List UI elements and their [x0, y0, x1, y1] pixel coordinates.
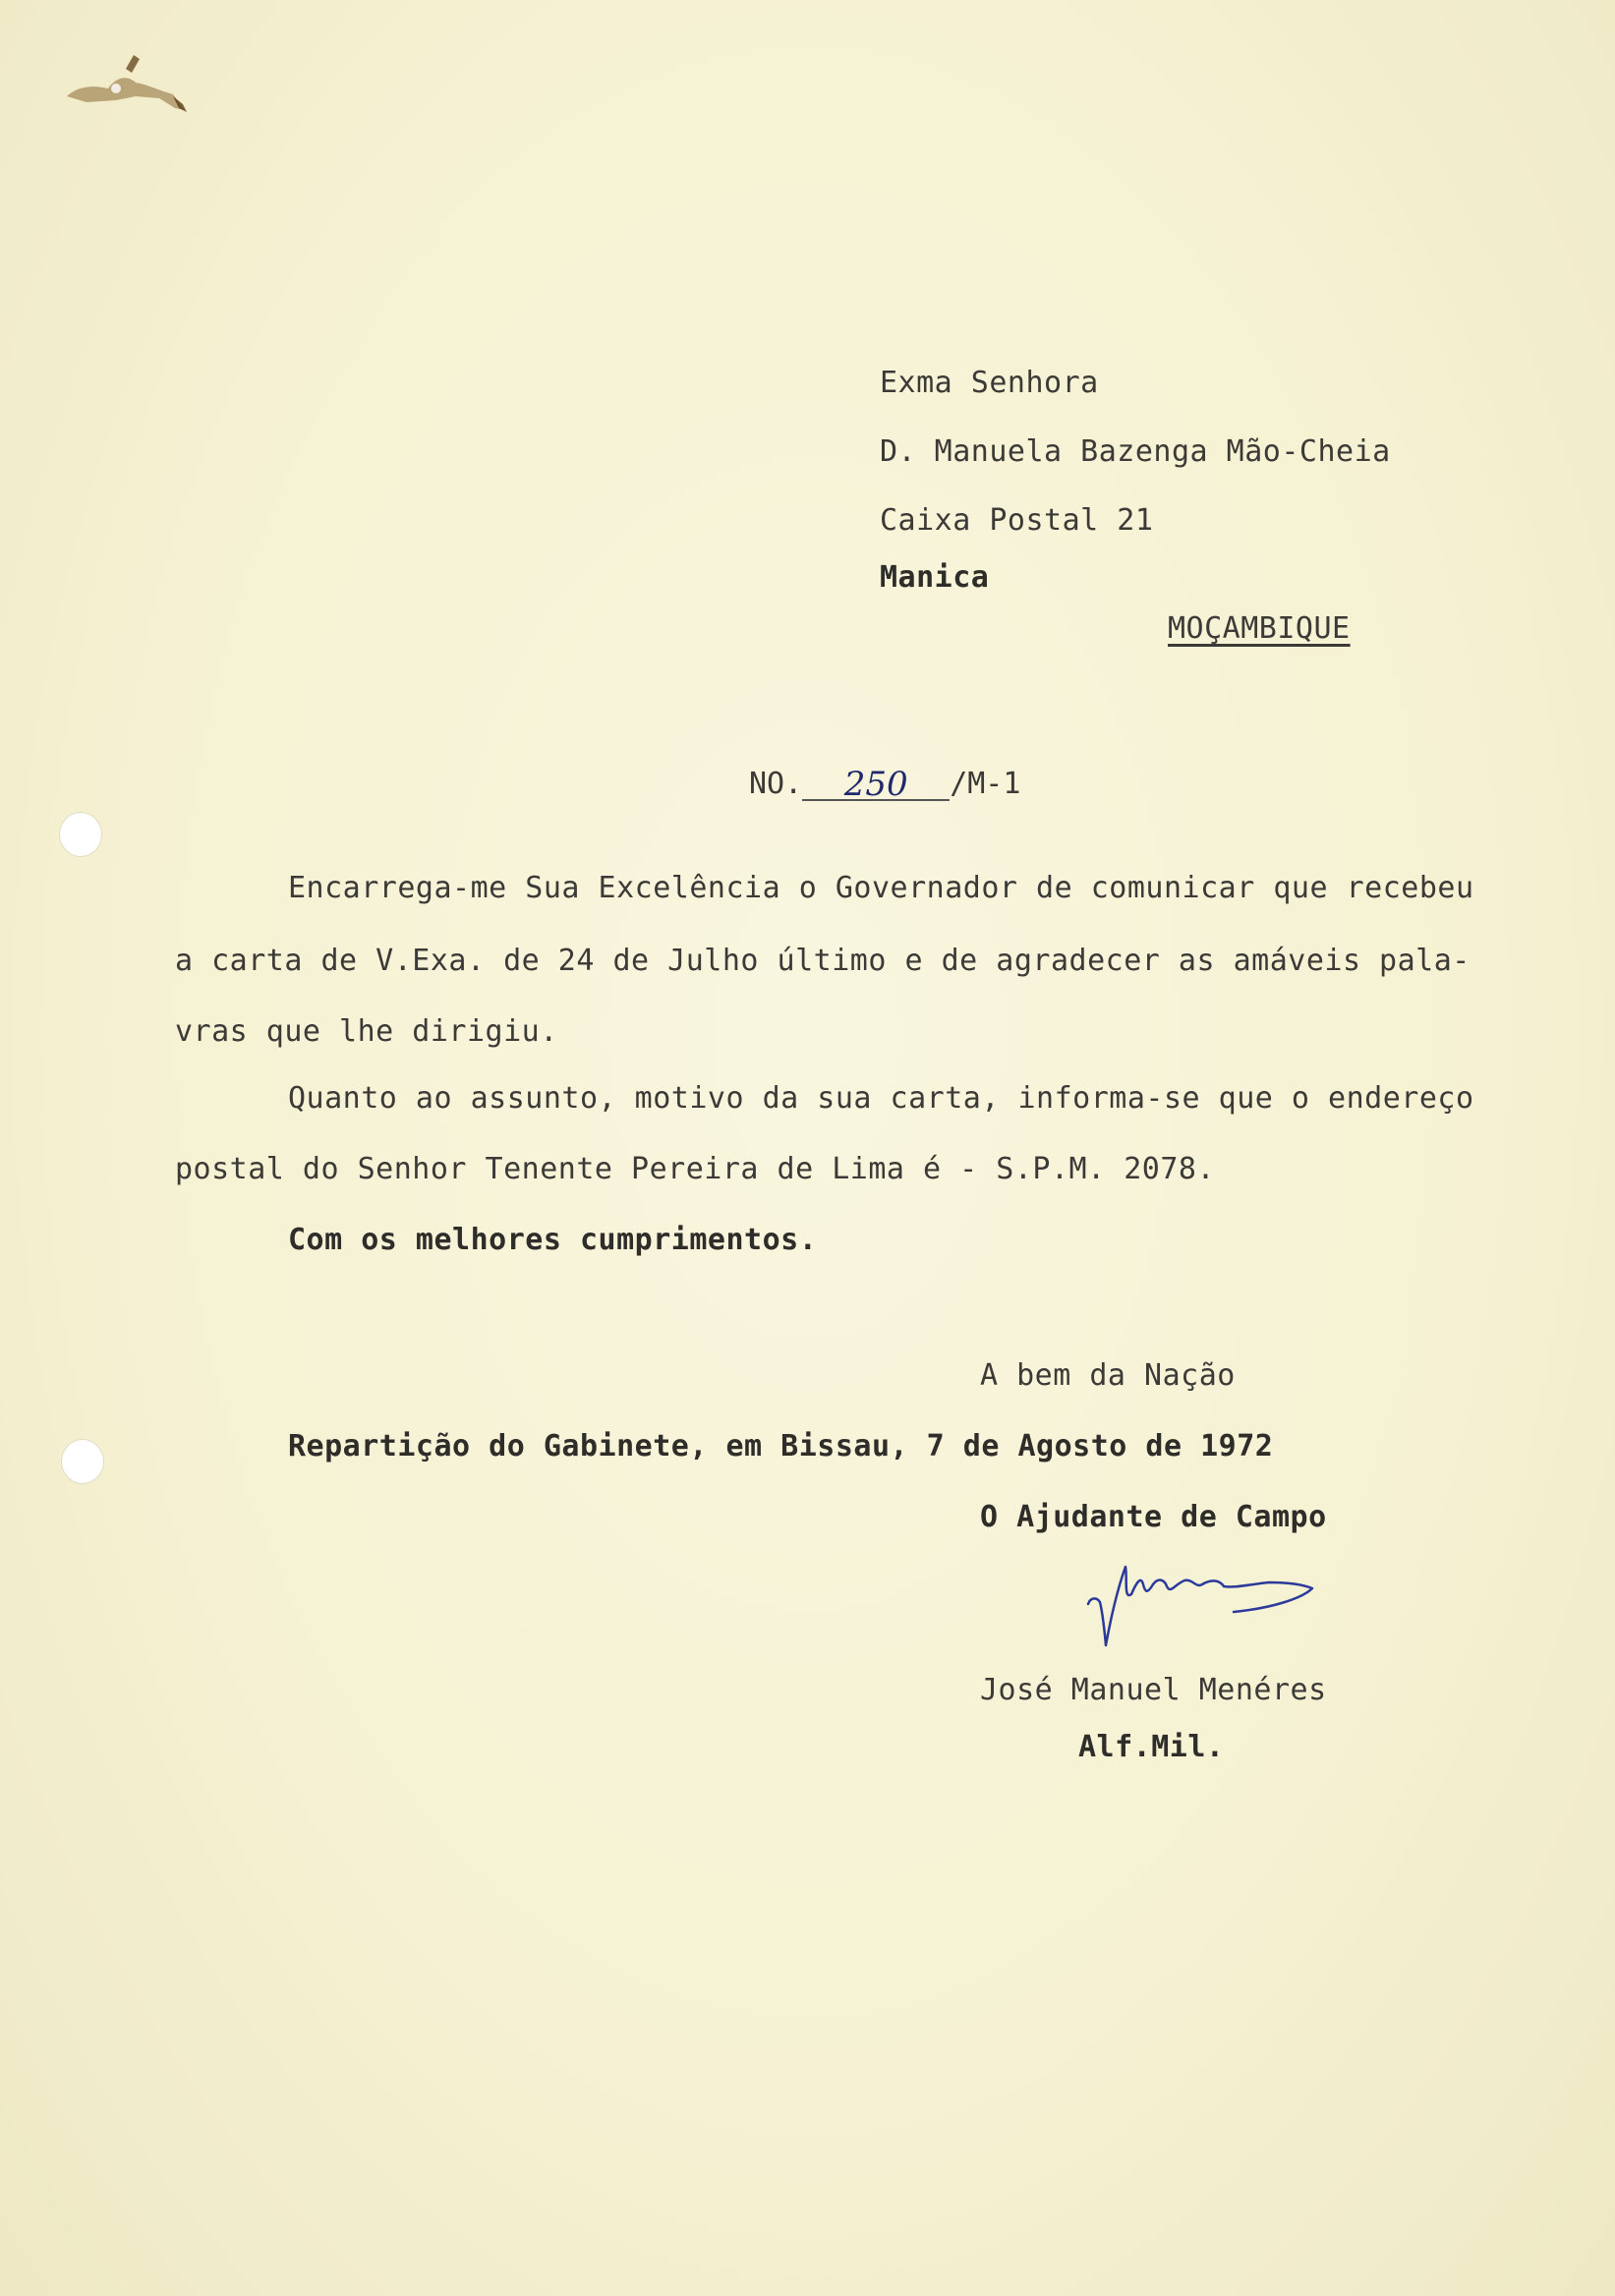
body-paragraph-1-line-1: Encarrega-me Sua Excelência o Governador de comunicar que recebeu — [288, 871, 1474, 905]
body-paragraph-2-line-2: postal do Senhor Tenente Pereira de Lima é - S.P.M. 2078. — [175, 1152, 1216, 1186]
recipient-country: MOÇAMBIQUE — [1168, 611, 1351, 646]
body-closing: Com os melhores cumprimentos. — [288, 1223, 818, 1257]
recipient-name: D. Manuela Bazenga Mão-Cheia — [880, 434, 1391, 469]
footer-place-date: Repartição do Gabinete, em Bissau, 7 de Agosto de 1972 — [288, 1429, 1274, 1464]
recipient-address: Caixa Postal 21 — [880, 503, 1154, 538]
body-paragraph-2-line-1: Quanto ao assunto, motivo da sua carta, informa-se que o endereço — [288, 1081, 1474, 1116]
footer-rank: Alf.Mil. — [1078, 1730, 1225, 1764]
reference-prefix: NO. — [749, 767, 803, 801]
punch-hole-top — [59, 812, 102, 857]
recipient-salutation: Exma Senhora — [880, 366, 1099, 400]
paper-stain-mark — [57, 39, 204, 118]
body-paragraph-1-line-2: a carta de V.Exa. de 24 de Julho último e de agradecer as amáveis pala- — [175, 944, 1471, 978]
footer-motto: A bem da Nação — [980, 1358, 1236, 1393]
footer-role: O Ajudante de Campo — [980, 1500, 1327, 1534]
punch-hole-bottom — [61, 1439, 104, 1484]
footer-signatory: José Manuel Menéres — [980, 1673, 1327, 1707]
recipient-city: Manica — [880, 560, 990, 595]
reference-handwritten-number: 250 — [802, 770, 950, 801]
reference-number — [749, 765, 1021, 804]
handwritten-signature — [1076, 1555, 1342, 1663]
reference-suffix: /M-1 — [950, 767, 1021, 801]
body-paragraph-1-line-3: vras que lhe dirigiu. — [175, 1014, 558, 1049]
